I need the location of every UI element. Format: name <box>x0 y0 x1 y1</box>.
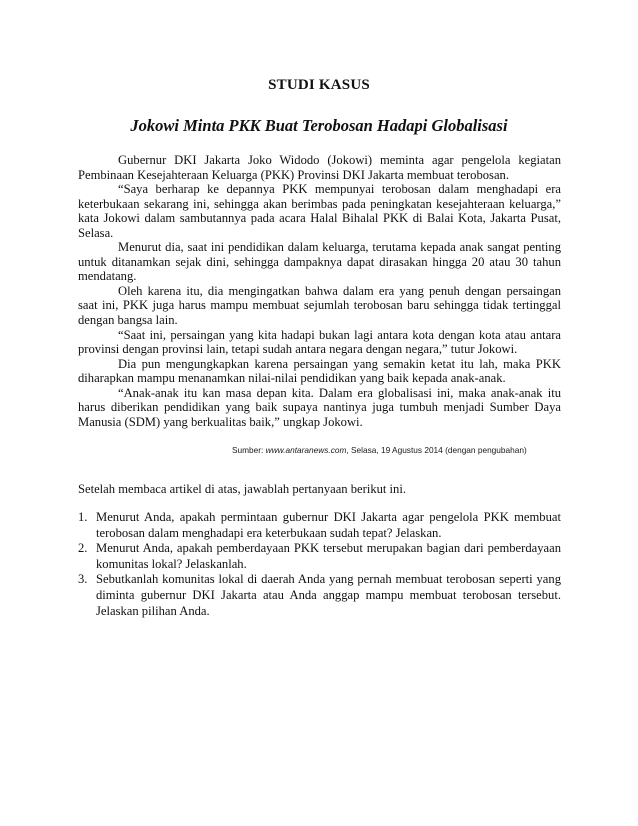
article-paragraph: Dia pun mengungkapkan karena persaingan yang semakin ketat itu lah, maka PKK diharapkan mampu menanamkan nilai-nilai pendidikan yang baik kepada anak-anak. <box>78 356 561 386</box>
question-text: Menurut Anda, apakah permintaan gubernur DKI Jakarta agar pengelola PKK membuat terobosan dalam menghadapi era keterbukaan sudah tepat? Jelaskan. <box>96 510 561 540</box>
article-title: Jokowi Minta PKK Buat Terobosan Hadapi Globalisasi <box>130 116 508 135</box>
source-citation <box>232 445 527 455</box>
question-item <box>78 572 561 619</box>
article-paragraph: “Saya berharap ke depannya PKK mempunyai terobosan dalam menghadapi era keterbukaan sekarang ini, sehingga akan berimbas pada peningkatan kesejahteraan keluarga,” kata Jokowi dalam sambutannya pada acara Halal Bihalal PKK di Balai Kota, Jakarta Pusat, Selasa. <box>78 182 561 240</box>
source-prefix: Sumber: <box>232 445 266 455</box>
case-study-label: STUDI KASUS <box>268 77 370 93</box>
source-suffix: , Selasa, 19 Agustus 2014 (dengan pengubahan) <box>346 445 527 455</box>
question-instruction: Setelah membaca artikel di atas, jawablah pertanyaan berikut ini. <box>78 482 407 496</box>
question-item <box>78 541 561 572</box>
question-item <box>78 510 561 541</box>
source-site: www.antaranews.com <box>265 445 347 455</box>
article-paragraph: “Saat ini, persaingan yang kita hadapi bukan lagi antara kota dengan kota atau antara provinsi dengan provinsi lain, tetapi sudah antara negara dengan negara,” tutur Jokowi. <box>78 327 561 357</box>
article-paragraph: “Anak-anak itu kan masa depan kita. Dalam era globalisasi ini, maka anak-anak itu harus diberikan pendidikan yang baik supaya nantinya juga tumbuh menjadi Sumber Daya Manusia (SDM) yang berkualitas baik,” ungkap Jokowi. <box>78 385 561 429</box>
article-paragraph: Menurut dia, saat ini pendidikan dalam keluarga, terutama kepada anak sangat penting untuk ditanamkan sejak dini, sehingga dampaknya dapat dirasakan hingga 20 atau 30 tahun mendatang. <box>78 240 561 284</box>
article-paragraph: Gubernur DKI Jakarta Joko Widodo (Jokowi) meminta agar pengelola kegiatan Pembinaan Kesejahteraan Keluarga (PKK) Provinsi DKI Jakarta membuat terobosan. <box>78 153 561 182</box>
article-paragraph: Oleh karena itu, dia mengingatkan bahwa dalam era yang penuh dengan persaingan saat ini, PKK juga harus mampu membuat sejumlah terobosan baru sehingga tidak tertinggal dengan bangsa lain. <box>78 283 561 328</box>
question-text: Menurut Anda, apakah pemberdayaan PKK tersebut merupakan bagian dari pemberdayaan komunitas lokal? Jelaskanlah. <box>96 541 561 571</box>
question-number: 1. <box>78 510 88 524</box>
article-body <box>78 153 561 429</box>
question-number: 2. <box>78 541 88 556</box>
question-list <box>78 510 561 619</box>
question-text: Sebutkanlah komunitas lokal di daerah Anda yang pernah membuat terobosan seperti yang diminta gubernur DKI Jakarta atau Anda anggap mampu membuat terobosan tersebut. Jelaskan pilihan Anda. <box>96 572 561 618</box>
question-number: 3. <box>78 572 88 587</box>
